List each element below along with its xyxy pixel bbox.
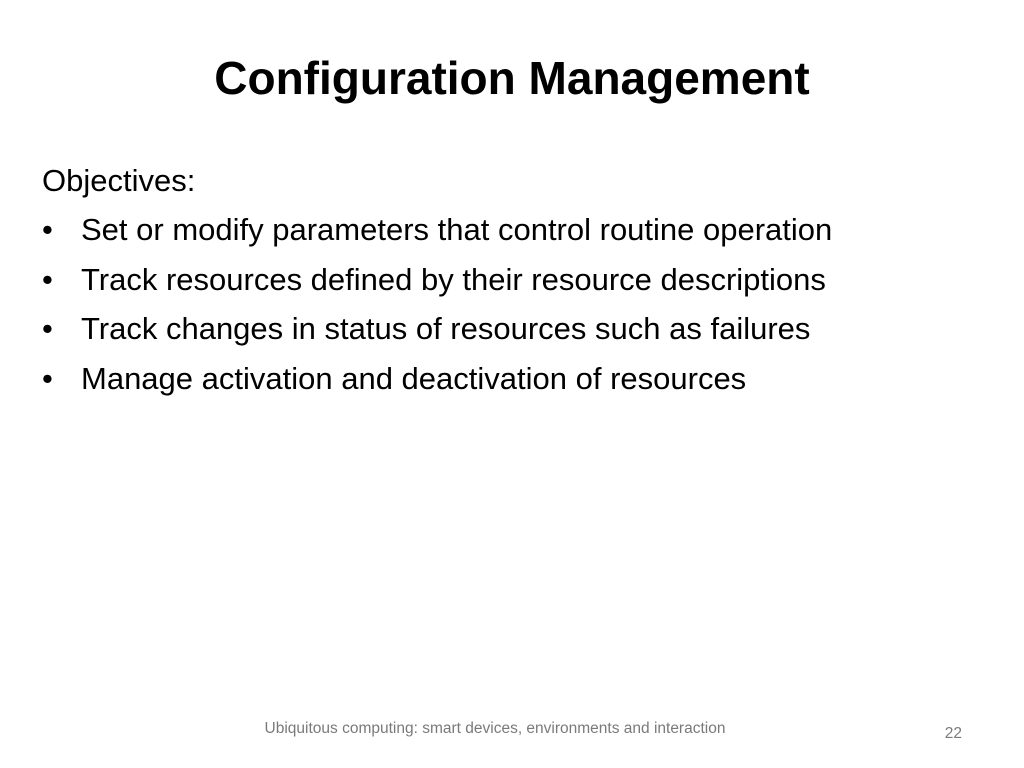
- list-item: [42, 306, 992, 352]
- bullet-icon: •: [42, 212, 53, 247]
- list-item-text: Track resources defined by their resource descriptions: [81, 261, 826, 297]
- list-item-text: Manage activation and deactivation of resources: [81, 360, 747, 396]
- bullet-icon: •: [42, 311, 53, 346]
- list-item-text: Track changes in status of resources such as failures: [81, 311, 811, 346]
- objectives-list: [42, 207, 992, 402]
- list-item: [42, 257, 992, 303]
- objectives-heading: Objectives:: [42, 163, 196, 198]
- bullet-icon: •: [42, 360, 53, 396]
- slide-body: [42, 158, 992, 405]
- list-item: [42, 356, 992, 402]
- slide-title: Configuration Management: [214, 52, 810, 104]
- list-item-text: Set or modify parameters that control routine operation: [81, 212, 833, 247]
- bullet-icon: •: [42, 261, 53, 297]
- list-item: [42, 207, 992, 253]
- slide-footer: Ubiquitous computing: smart devices, environments and interaction: [264, 720, 726, 737]
- page-number: 22: [944, 725, 962, 742]
